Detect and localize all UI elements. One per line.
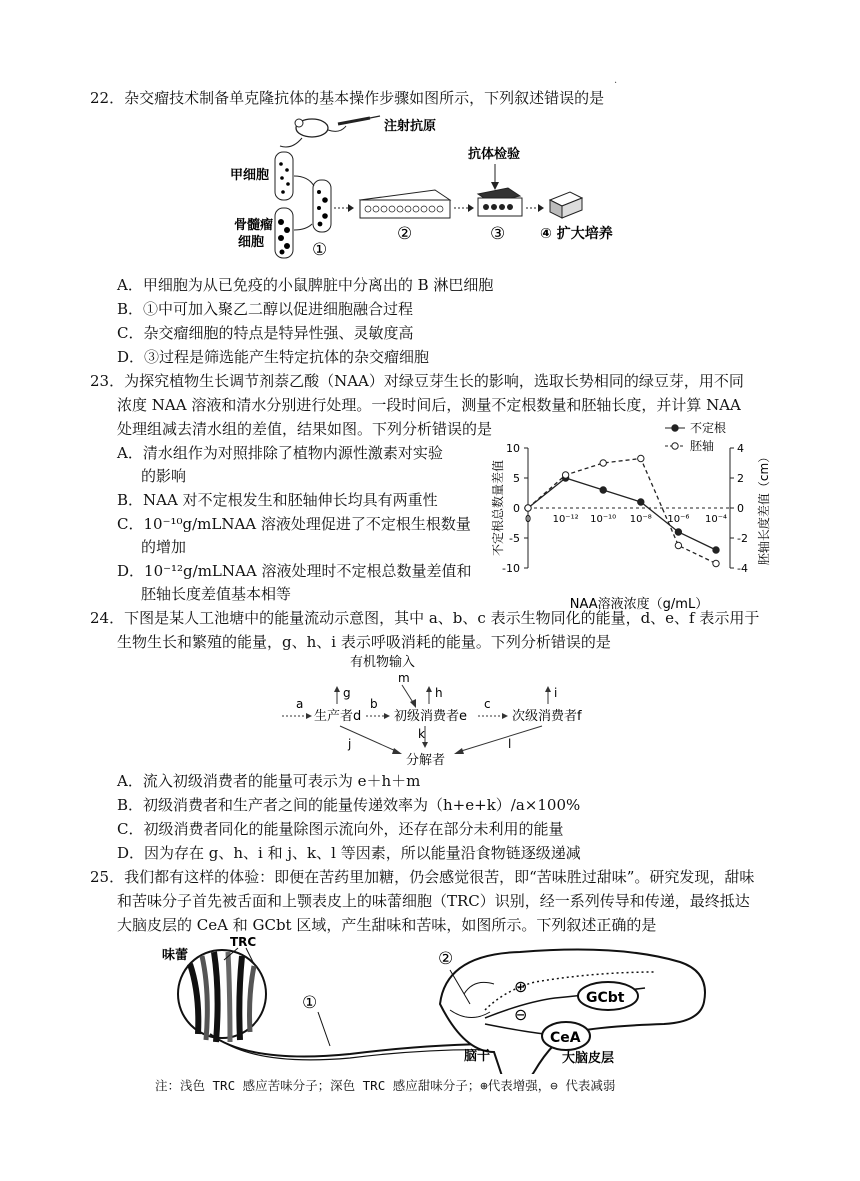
q22-figure	[220, 112, 640, 272]
q25-stem-line-1: 25．我们都有这样的体验：即便在苦药里加糖，仍会感觉很苦，即“苦味胜过甜味”。研究发现，甜味	[90, 868, 755, 886]
trc-label: TRC	[230, 935, 257, 949]
a-label: a	[296, 697, 304, 711]
q25-note: 注：浅色 TRC 感应苦味分子；深色 TRC 感应甜味分子；⊕代表增强，⊖ 代表减弱	[155, 1078, 616, 1093]
left-tick-label: -5	[509, 532, 520, 545]
primary-consumer-label: 初级消费者e	[394, 709, 467, 724]
q22-option-b: B．①中可加入聚乙二醇以促进细胞融合过程	[117, 300, 414, 318]
q23-option-a-1: A．清水组作为对照排除了植物内源性激素对实验	[117, 444, 443, 462]
minus-icon: ⊖	[514, 1005, 528, 1024]
q24-stem-line-2: 生物生长和繁殖的能量，g、h、i 表示呼吸消耗的能量。下列分析错误的是	[117, 633, 611, 651]
right-tick-label: -4	[737, 562, 748, 575]
left-tick-label: 5	[513, 472, 520, 485]
l-label: l	[508, 737, 512, 751]
series-0-point	[675, 529, 681, 535]
series-line-1	[528, 459, 716, 564]
right-tick-label: 2	[737, 472, 744, 485]
b-label: b	[370, 697, 378, 711]
i-label: i	[554, 686, 558, 700]
series-0-point	[713, 547, 719, 553]
q23-option-c-1: C．10⁻¹⁰g/mLNAA 溶液处理促进了不定根生根数量	[117, 515, 471, 533]
m-label: m	[398, 671, 410, 685]
q23-stem-line-1: 23．为探究植物生长调节剂萘乙酸（NAA）对绿豆芽生长的影响，选取长势相同的绿豆芽，用不同	[90, 372, 744, 390]
producer-label: 生产者d	[314, 709, 362, 724]
q23-option-d-1: D．10⁻¹²g/mLNAA 溶液处理时不定根总数量差值和	[117, 562, 472, 580]
q24-option-a: A．流入初级消费者的能量可表示为 e＋h＋m	[117, 772, 421, 790]
fusion-tube	[313, 180, 331, 232]
q22-stem: 22．杂交瘤技术制备单克隆抗体的基本操作步骤如图所示，下列叙述错误的是	[90, 89, 605, 107]
tube-a	[275, 152, 293, 200]
x-tick-label: 10⁻⁴	[704, 514, 728, 525]
x-axis-label: NAA溶液浓度（g/mL）	[569, 597, 709, 612]
test-plate	[478, 188, 522, 216]
series-1-point	[600, 460, 606, 466]
step3-label: ③	[490, 224, 506, 244]
x-tick-label: 10⁻⁶	[667, 514, 690, 525]
h-label: h	[435, 686, 443, 700]
q25-stem-line-2: 和苦味分子首先被舌面和上颚表皮上的味蕾细胞（TRC）识别，经一系列传导和传递，最终抵达	[117, 892, 750, 910]
label-1: ①	[302, 993, 318, 1013]
q24-option-c: C．初级消费者同化的能量除图示流向外，还存在部分未利用的能量	[117, 820, 564, 838]
myeloma-label-1: 骨髓瘤	[234, 218, 274, 233]
q24-stem-line-1: 24．下图是某人工池塘中的能量流动示意图，其中 a、b、c 表示生物同化的能量，d、e、f 表示用于	[90, 609, 760, 627]
series-0-point	[638, 499, 644, 505]
q22-option-a: A．甲细胞为从已免疫的小鼠脾脏中分离出的 B 淋巴细胞	[117, 276, 494, 294]
series-1-point	[638, 455, 644, 461]
antibody-test-label: 抗体检验	[468, 147, 521, 162]
c-label: c	[484, 697, 491, 711]
q24-option-b: B．初级消费者和生产者之间的能量传递效率为（h+e+k）/a×100%	[117, 796, 581, 814]
cell-a-label: 甲细胞	[230, 168, 270, 183]
gcbt-label: GCbt	[586, 990, 625, 1006]
naa-chart	[480, 414, 780, 614]
g-label: g	[343, 686, 351, 700]
y-axis-label-right: 胚轴长度差值（cm）	[757, 450, 771, 566]
right-tick-label: 4	[737, 442, 744, 455]
y-axis-label-left: 不定根总数量差值	[491, 459, 505, 557]
right-tick-label: -2	[737, 532, 748, 545]
legend-label-1: 胚轴	[690, 439, 715, 453]
tube-myeloma	[275, 208, 293, 258]
cortex-label: 大脑皮层	[562, 1051, 615, 1066]
taste-pathway-figure	[150, 934, 710, 1074]
culture-plate	[360, 190, 450, 218]
k-label: k	[418, 727, 425, 741]
syringe-icon	[338, 116, 380, 124]
q23-option-b: B．NAA 对不定根发生和胚轴伸长均具有两重性	[117, 491, 438, 509]
left-tick-label: 0	[513, 502, 520, 515]
page-mark: ·	[614, 78, 618, 89]
left-tick-label: 10	[506, 442, 520, 455]
x-tick-label: 10⁻¹²	[552, 514, 579, 525]
energy-flow-diagram	[280, 652, 600, 772]
inject-label: 注射抗原	[384, 119, 437, 134]
cea-label: CeA	[550, 1030, 581, 1046]
step2-label: ②	[397, 224, 413, 244]
series-1-point	[525, 505, 531, 511]
x-tick-label: 0	[524, 514, 532, 525]
series-1-point	[713, 560, 719, 566]
q24-option-d: D．因为存在 g、h、i 和 j、k、l 等因素，所以能量沿食物链逐级递减	[117, 844, 581, 862]
q22-option-d: D．③过程是筛选能产生特定抗体的杂交瘤细胞	[117, 348, 430, 366]
decomposer-label: 分解者	[406, 753, 446, 768]
legend-marker-1	[672, 443, 678, 449]
label-2: ②	[438, 949, 454, 969]
x-tick-label: 10⁻⁸	[629, 514, 652, 525]
plus-icon: ⊕	[514, 977, 528, 996]
j-label: j	[348, 737, 352, 751]
q23-option-d-2: 胚轴长度差值基本相等	[141, 585, 292, 603]
step4-label: ④ 扩大培养	[540, 226, 613, 242]
right-tick-label: 0	[737, 502, 744, 515]
taste-bud-icon	[178, 950, 266, 1042]
q23-stem-line-2: 浓度 NAA 溶液和清水分别进行处理。一段时间后，测量不定根数量和胚轴长度，并计算 NAA	[117, 396, 741, 414]
q25-stem-line-3: 大脑皮层的 CeA 和 GCbt 区域，产生甜味和苦味，如图所示。下列叙述正确的是	[117, 916, 657, 934]
q23-stem-line-3: 处理组减去清水组的差值，结果如图。下列分析错误的是	[117, 420, 493, 438]
left-tick-label: -10	[502, 562, 520, 575]
series-1-point	[675, 542, 681, 548]
step1-label: ①	[312, 240, 328, 260]
q23-option-a-2: 的影响	[141, 467, 187, 485]
culture-flask-icon	[550, 192, 582, 218]
secondary-consumer-label: 次级消费者f	[512, 709, 582, 724]
mouse-icon	[295, 119, 346, 137]
series-1-point	[562, 472, 568, 478]
myeloma-label-2: 细胞	[238, 235, 265, 250]
legend-marker-0	[672, 425, 678, 431]
series-0-point	[600, 487, 606, 493]
q23-option-c-2: 的增加	[141, 538, 187, 556]
organic-input-label: 有机物输入	[350, 655, 416, 670]
q22-option-c: C．杂交瘤细胞的特点是特异性强、灵敏度高	[117, 324, 414, 342]
legend-label-0: 不定根	[690, 421, 727, 435]
brainstem-label: 脑干	[464, 1049, 491, 1064]
x-tick-label: 10⁻¹⁰	[590, 514, 617, 525]
taste-bud-label: 味蕾	[162, 948, 189, 963]
